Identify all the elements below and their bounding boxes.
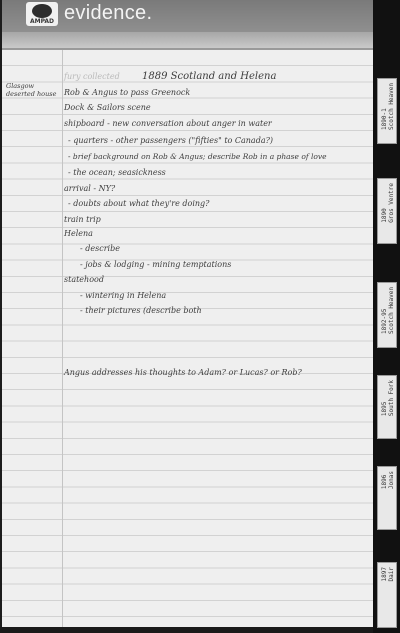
margin-line <box>62 50 63 627</box>
divider-tab: 1890 Gros Ventre <box>377 178 397 244</box>
ampad-logo <box>26 2 58 26</box>
margin-note-line: Glasgow <box>6 82 35 90</box>
note-line: statehood <box>64 275 104 284</box>
glue-strip <box>2 32 373 48</box>
note-line: - their pictures (describe both <box>80 306 202 315</box>
divider-tab: 1895 South Fork <box>377 375 397 439</box>
margin-note-line: deserted house <box>6 90 57 98</box>
note-line: - doubts about what they're doing? <box>68 199 210 208</box>
note-line: - brief background on Rob & Angus; describe Rob in a phase of love <box>68 152 327 161</box>
divider-tab: 1896 Jonas <box>377 466 397 530</box>
page-title: 1889 Scotland and Helena <box>142 71 277 82</box>
note-line: Helena <box>64 229 93 238</box>
bottom-edge <box>0 627 373 633</box>
faint-header-text: fury collected <box>64 72 120 81</box>
logo-text: AMPAD <box>29 18 55 25</box>
pad-binding <box>2 0 373 50</box>
note-line: - jobs & lodging - mining temptations <box>80 260 232 269</box>
legal-pad <box>2 0 373 627</box>
note-line: Angus addresses his thoughts to Adam? or Lucas? or Rob? <box>64 368 302 377</box>
note-line: train trip <box>64 215 101 224</box>
divider-tab: 1890-1 Scotch Heaven <box>377 78 397 144</box>
note-line: - describe <box>80 244 120 253</box>
logo-mark-icon <box>32 4 52 18</box>
note-line: - quarters - other passengers ("fifties" to Canada?) <box>68 136 274 145</box>
note-line: Rob & Angus to pass Greenock <box>64 88 191 97</box>
divider-tab: 1897 Dair <box>377 562 397 628</box>
note-line: arrival - NY? <box>64 184 116 193</box>
note-line: - wintering in Helena <box>80 291 167 300</box>
note-line: Dock & Sailors scene <box>64 103 151 112</box>
note-line: shipboard - new conversation about anger in water <box>64 119 272 128</box>
brand-name: evidence. <box>64 2 153 24</box>
note-line: - the ocean; seasickness <box>68 168 166 177</box>
divider-tab: 1892-95 Scotch Heaven <box>377 282 397 348</box>
